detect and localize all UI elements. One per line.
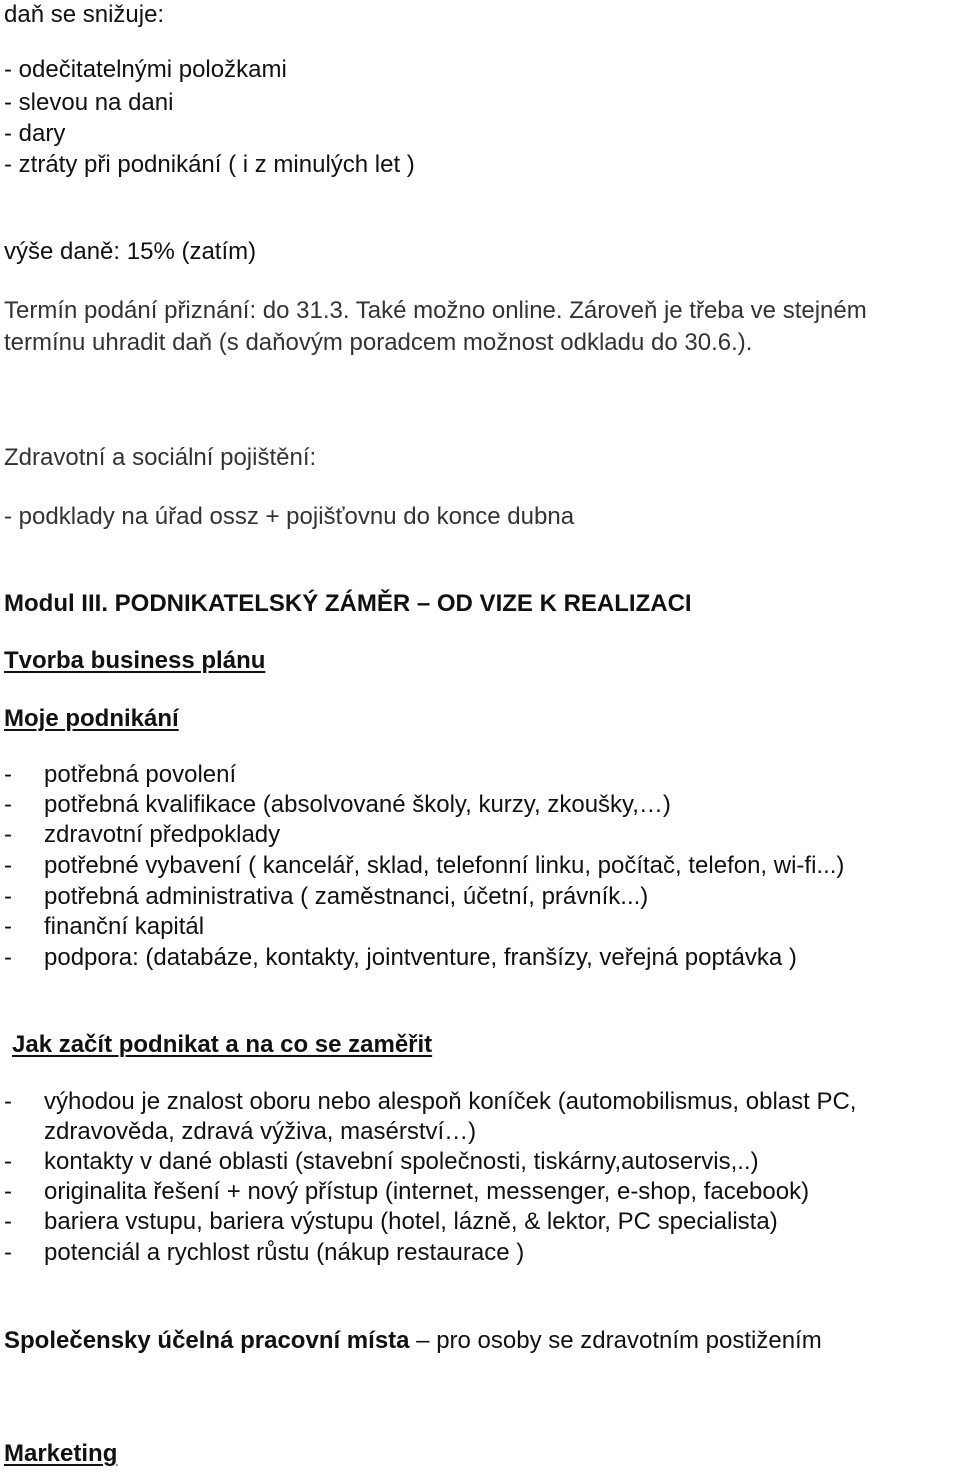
tax-reduce-item: - odečitatelnými položkami bbox=[4, 56, 287, 83]
list-item bbox=[4, 943, 797, 973]
tax-deadline-line: Termín podání přiznání: do 31.3. Také možno online. Zároveň je třeba ve stejném bbox=[4, 297, 867, 324]
list-item-text: zdravotní předpoklady bbox=[44, 821, 281, 848]
bullet-dash: - bbox=[4, 852, 12, 879]
list-item bbox=[4, 882, 648, 912]
list-item bbox=[4, 1177, 809, 1207]
bullet-dash: - bbox=[4, 1178, 12, 1205]
list-item bbox=[4, 760, 236, 790]
jobs-description: – pro osoby se zdravotním postižením bbox=[409, 1327, 822, 1354]
list-item-text: bariera vstupu, bariera výstupu (hotel, lázně, & lektor, PC specialista) bbox=[44, 1208, 778, 1235]
list-item-text: potřebná administrativa ( zaměstnanci, účetní, právník...) bbox=[44, 883, 649, 910]
bullet-dash: - bbox=[4, 1088, 12, 1115]
insurance-item: - podklady na úřad ossz + pojišťovnu do konce dubna bbox=[4, 503, 575, 530]
bullet-dash: - bbox=[4, 913, 12, 940]
module-subtitle: Tvorba business plánu bbox=[4, 647, 266, 674]
tax-deadline-line: termínu uhradit daň (s daňovým poradcem možnost odkladu do 30.6.). bbox=[4, 329, 753, 356]
list-item-text: originalita řešení + nový přístup (internet, messenger, e-shop, facebook) bbox=[44, 1178, 810, 1205]
list-item bbox=[4, 820, 280, 850]
bullet-dash: - bbox=[4, 791, 12, 818]
list-item-continuation: zdravověda, zdravá výživa, masérství…) bbox=[44, 1118, 477, 1145]
list-item bbox=[4, 1087, 856, 1117]
marketing-heading: Marketing bbox=[4, 1440, 118, 1467]
insurance-heading: Zdravotní a sociální pojištění: bbox=[4, 444, 317, 471]
list-item bbox=[4, 790, 671, 820]
list-item-text: podpora: (databáze, kontakty, jointventure, franšízy, veřejná poptávka ) bbox=[44, 944, 797, 971]
module-title: Modul III. PODNIKATELSKÝ ZÁMĚR – OD VIZE K REALIZACI bbox=[4, 590, 692, 617]
bullet-dash: - bbox=[4, 761, 12, 788]
section-heading-moje-podnikani: Moje podnikání bbox=[4, 705, 179, 732]
tax-reduce-heading: daň se snižuje: bbox=[4, 1, 165, 28]
list-item-text: finanční kapitál bbox=[44, 913, 205, 940]
list-item bbox=[4, 851, 844, 881]
list-item-text: potřebná povolení bbox=[44, 761, 237, 788]
list-item bbox=[4, 912, 204, 942]
jobs-heading: Společensky účelná pracovní místa bbox=[4, 1327, 410, 1354]
list-item-text: kontakty v dané oblasti (stavební společnosti, tiskárny,autoservis,..) bbox=[44, 1148, 759, 1175]
list-item-text: potřebná kvalifikace (absolvované školy, kurzy, zkoušky,…) bbox=[44, 791, 671, 818]
list-item bbox=[4, 1238, 524, 1268]
list-item-text: výhodou je znalost oboru nebo alespoň koníček (automobilismus, oblast PC, bbox=[44, 1088, 857, 1115]
bullet-dash: - bbox=[4, 821, 12, 848]
bullet-dash: - bbox=[4, 944, 12, 971]
bullet-dash: - bbox=[4, 1239, 12, 1266]
bullet-dash: - bbox=[4, 1148, 12, 1175]
tax-reduce-item: - dary bbox=[4, 120, 66, 147]
jobs-line bbox=[4, 1326, 822, 1356]
section-heading-jak-zacit: Jak začít podnikat a na co se zaměřit bbox=[12, 1031, 433, 1058]
tax-reduce-item: - ztráty při podnikání ( i z minulých let ) bbox=[4, 151, 415, 178]
tax-rate: výše daně: 15% (zatím) bbox=[4, 238, 257, 265]
bullet-dash: - bbox=[4, 1208, 12, 1235]
bullet-dash: - bbox=[4, 883, 12, 910]
list-item-text: potřebné vybavení ( kancelář, sklad, telefonní linku, počítač, telefon, wi-fi...) bbox=[44, 852, 845, 879]
tax-reduce-item: - slevou na dani bbox=[4, 89, 174, 116]
list-item-text: potenciál a rychlost růstu (nákup restaurace ) bbox=[44, 1239, 525, 1266]
list-item bbox=[4, 1207, 778, 1237]
list-item bbox=[4, 1147, 759, 1177]
